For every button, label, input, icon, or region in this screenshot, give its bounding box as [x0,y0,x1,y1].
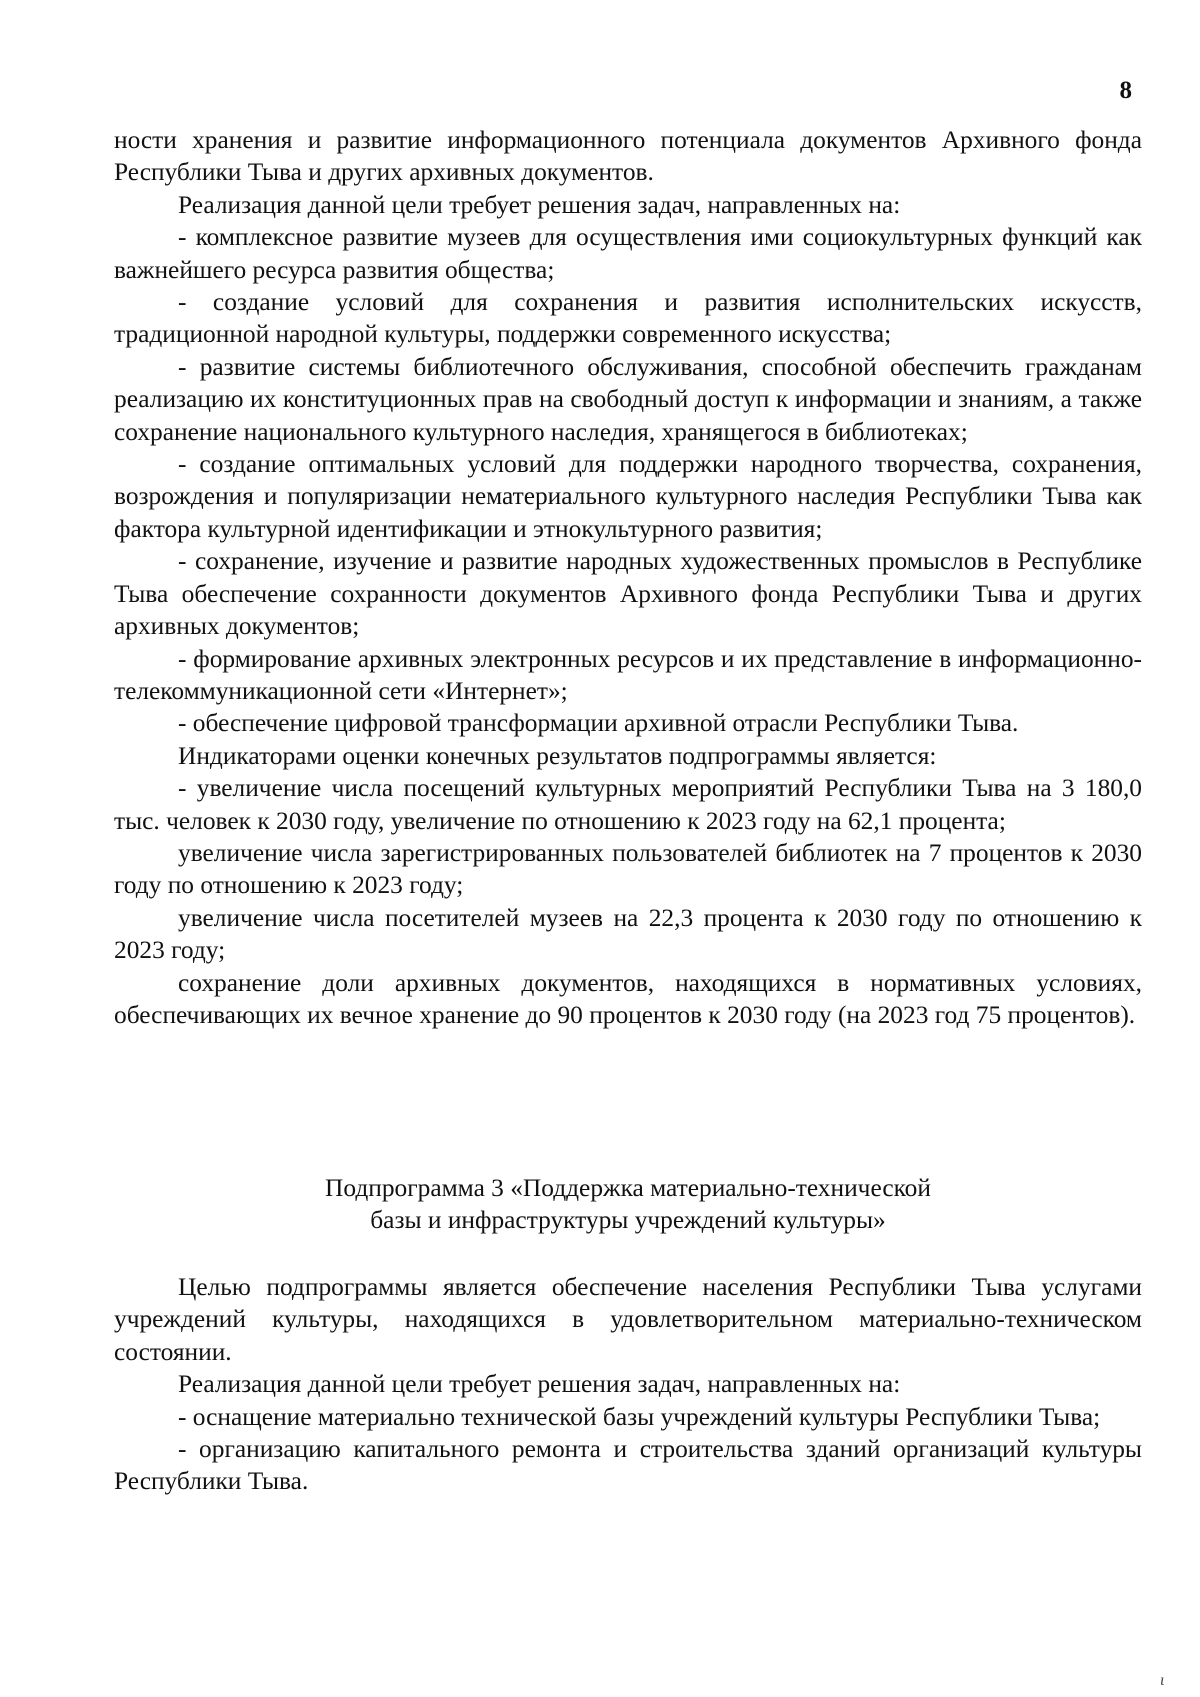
section-heading-line-2: базы и инфраструктуры учреждений культуры» [370,1206,886,1235]
paragraph: увеличение числа зарегистрированных пользователей библиотек на 7 процентов к 2030 году по отношению к 2023 году; [114,838,1142,900]
paragraph: Целью подпрограммы является обеспечение населения Республики Тыва услугами учреждений культуры, находящихся в удовлетворительном материально-техническом состоянии. [114,1273,1142,1366]
section-heading [114,1172,1142,1237]
page-number: 8 [1119,77,1132,104]
paragraph: ности хранения и развитие информационного потенциала документов Архивного фонда Республики Тыва и других архивных документов. [114,126,1142,187]
paragraph: - обеспечение цифровой трансформации архивной отрасли Республики Тыва. [178,709,1019,738]
paragraph: - оснащение материально технической базы учреждений культуры Республики Тыва; [178,1402,1101,1431]
paragraph: Индикаторами оценки конечных результатов подпрограммы является: [178,741,937,770]
paragraph: увеличение числа посетителей музеев на 22,3 процента к 2030 году по отношению к 2023 году; [114,903,1142,965]
paragraph: - формирование архивных электронных ресурсов и их представление в информационно-телекоммуникационной сети «Интернет»; [114,644,1142,705]
paragraph: - создание условий для сохранения и развития исполнительских искусств, традиционной народной культуры, поддержки современного искусства; [114,288,1142,349]
paragraph: Реализация данной цели требует решения задач, направленных на: [178,190,901,219]
paragraph: - создание оптимальных условий для поддержки народного творчества, сохранения, возрождения и популяризации нематериального культурного наследия Республики Тыва как фактора культурной идентификации и этнокультурного развития; [114,450,1142,543]
paragraph: - организацию капитального ремонта и строительства зданий организаций культуры Республики Тыва. [114,1435,1142,1496]
paragraph: - комплексное развитие музеев для осуществления ими социокультурных функций как важнейшего ресурса развития общества; [114,223,1142,284]
paragraph: - развитие системы библиотечного обслуживания, способной обеспечить гражданам реализацию их конституционных прав на свободный доступ к информации и знаниям, а также сохранение национального культурного наследия, хранящегося в библиотеках; [114,352,1142,446]
bottom-text-block [114,1271,1142,1498]
paragraph: сохранение доли архивных документов, находящихся в нормативных условиях, обеспечивающих их вечное хранение до 90 процентов к 2030 году (на 2023 год 75 процентов). [114,968,1142,1029]
section-heading-line-1: Подпрограмма 3 «Поддержка материально-технической [325,1174,931,1202]
top-text-block [114,124,1142,1031]
paragraph: - сохранение, изучение и развитие народных художественных промыслов в Республике Тыва обеспечение сохранности документов Архивного фонда Республики Тыва и других архивных документов; [114,547,1142,641]
paragraph: - увеличение числа посещений культурных мероприятий Республики Тыва на 3 180,0 тыс. человек к 2030 году, увеличение по отношению к 2023 году на 62,1 процента; [114,774,1142,835]
scan-corner-mark: ɩ [1160,1672,1165,1689]
paragraph: Реализация данной цели требует решения задач, направленных на: [178,1370,901,1399]
